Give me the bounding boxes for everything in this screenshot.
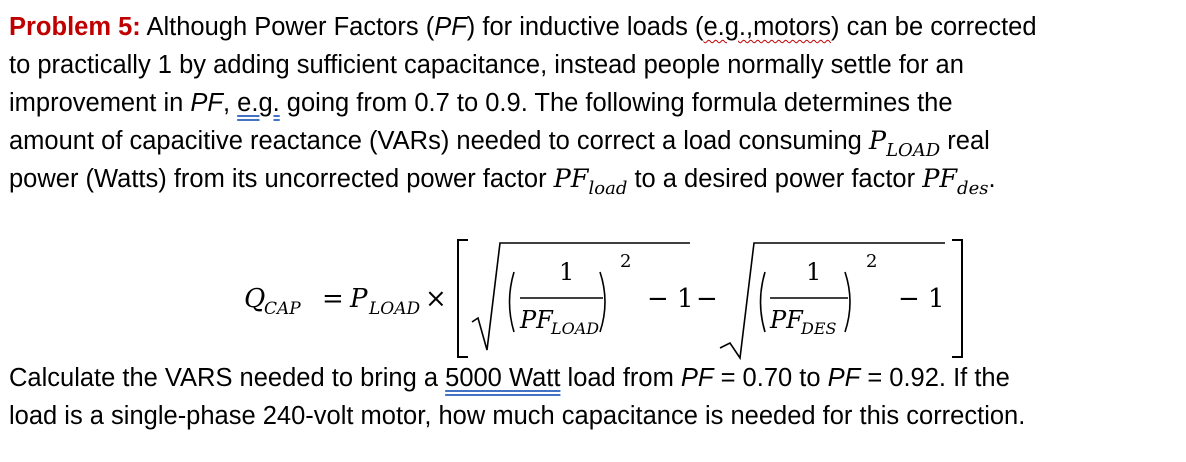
p-var: P (350, 284, 368, 314)
numerator-1: 1 (559, 258, 575, 286)
equals-sign: = (322, 284, 344, 314)
qcap-formula (0, 222, 1186, 372)
problem-label: Problem 5: (9, 13, 141, 41)
question-line-1: Calculate the VARS needed to bring a 5000 Watt load from PF = 0.70 to PF = 0.92. If the (9, 364, 1010, 392)
problem-statement (9, 8, 1181, 198)
formula-svg (0, 222, 1186, 372)
problem-line-2: to practically 1 by adding sufficient capacitance, instead people normally settle for an (9, 51, 964, 79)
grammar-underlined-text: e.g. (237, 89, 280, 117)
problem-line-5: power (Watts) from its uncorrected power factor $PF_{load}$ to a desired power factor $PF_{des}$. (9, 164, 996, 199)
pf-sub-load: LOAD (551, 319, 600, 338)
problem-line-4: amount of capacitive reactance (VARs) needed to correct a load consuming $P_{LOAD}$ real (9, 126, 990, 161)
problem-line-3: improvement in PF, e.g. going from 0.7 to 0.9. The following formula determines the (9, 89, 953, 117)
right-bracket (952, 240, 962, 357)
minus-one-1: − 1 (647, 284, 694, 314)
exponent-1: 2 (620, 251, 632, 272)
left-bracket (458, 240, 468, 357)
middle-minus: − (696, 284, 718, 314)
exponent-2: 2 (866, 251, 878, 272)
pf-var-2: PF (770, 306, 803, 334)
pf-var-1: PF (520, 306, 553, 334)
right-paren-2 (845, 272, 850, 332)
q-sub: CAP (264, 299, 301, 319)
problem-line-1: Problem 5: Although Power Factors (PF) for inductive loads (e.g.,motors) can be corrected (9, 13, 1037, 41)
spellcheck-underlined-text: e.g.,motors (703, 13, 832, 41)
question-line-2: load is a single-phase 240-volt motor, how much capacitance is needed for this correction. (9, 402, 1026, 430)
minus-one-2: − 1 (898, 284, 945, 314)
q-var: Q (244, 284, 266, 314)
grammar-underlined-watts: 5000 Watt (445, 364, 561, 392)
question-statement (9, 359, 1181, 435)
right-paren-1 (600, 272, 605, 332)
pf-sub-des: DES (801, 319, 837, 338)
numerator-2: 1 (806, 258, 822, 286)
left-paren-1 (510, 272, 515, 332)
times-sign: × (425, 284, 447, 314)
p-sub: LOAD (369, 299, 421, 319)
left-paren-2 (761, 272, 766, 332)
